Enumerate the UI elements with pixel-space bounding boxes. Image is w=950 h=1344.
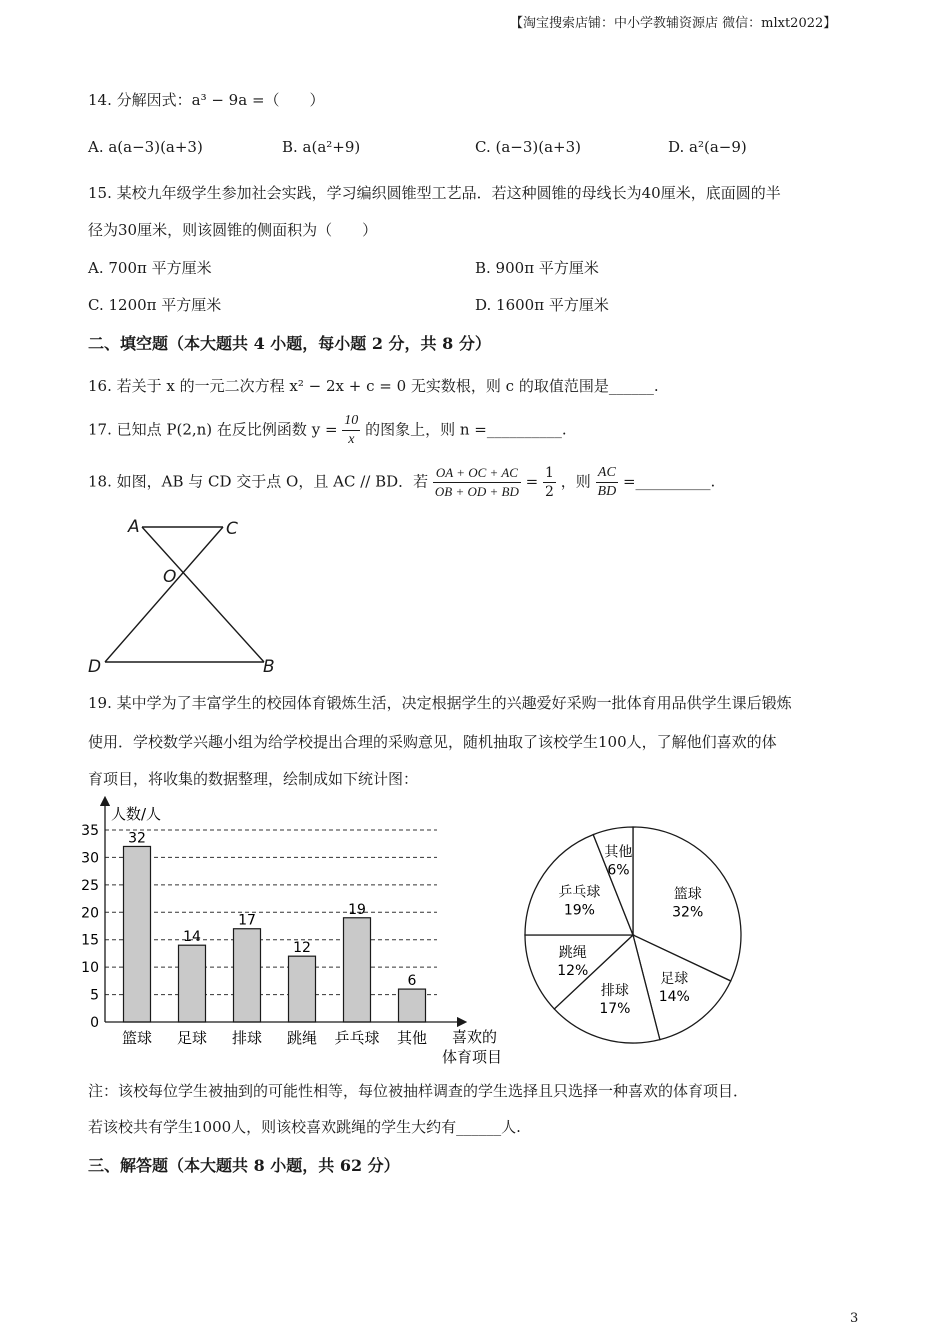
x-tick-label: 足球 [176, 1029, 208, 1047]
bar-value-label: 32 [128, 830, 146, 847]
y-tick-label: 5 [90, 987, 99, 1004]
page-number: 3 [850, 1311, 859, 1326]
q17-line [88, 412, 567, 449]
y-tick-label: 25 [81, 877, 99, 894]
q18-fraction-2 [543, 464, 556, 501]
pie-label: 足球 [660, 970, 689, 987]
q17-frac-den: x [348, 432, 355, 447]
q14-option-b: B. a(a²+9) [282, 138, 361, 156]
y-tick-label: 35 [81, 823, 99, 839]
q18-suffix: =__________. [622, 472, 716, 491]
x-tick-label: 乒乓球 [334, 1029, 380, 1047]
bar-0 [124, 846, 151, 1022]
q19-line3: 育项目，将收集的数据整理，绘制成如下统计图： [88, 770, 419, 788]
x-tick-label: 其他 [396, 1029, 428, 1047]
label-b: B [263, 657, 275, 677]
q19-question: 若该校共有学生1000人，则该校喜欢跳绳的学生大约有______人. [88, 1118, 521, 1136]
q18-frac3-num: AC [596, 464, 619, 483]
q18-prefix: 18. 如图，AB 与 CD 交于点 O，且 AC // BD．若 [88, 472, 429, 491]
q14-option-c: C. (a−3)(a+3) [475, 138, 581, 156]
bar-value-label: 12 [293, 940, 311, 957]
bar-value-label: 17 [238, 912, 256, 929]
pie-chart [520, 822, 750, 1052]
q15-option-d: D. 1600π 平方厘米 [475, 296, 609, 314]
pie-label: 跳绳 [558, 944, 587, 961]
q17-frac-num: 10 [342, 412, 360, 431]
pie-percent-label: 19% [563, 902, 595, 919]
q18-frac2-num: 1 [545, 465, 554, 481]
section3-title: 三、解答题（本大题共 8 小题，共 62 分） [88, 1156, 400, 1175]
q18-figure [80, 510, 300, 680]
q17-suffix: 的图象上，则 n =__________. [365, 420, 567, 439]
section2-title: 二、填空题（本大题共 4 小题，每小题 2 分，共 8 分） [88, 334, 491, 353]
bar-value-label: 6 [407, 973, 417, 990]
q18-frac1-num: OA + OC + AC [433, 464, 521, 483]
pie-label: 乒乓球 [558, 884, 601, 901]
q15-option-b: B. 900π 平方厘米 [475, 259, 599, 277]
bar-3 [289, 956, 316, 1022]
bar-1 [179, 945, 206, 1022]
q18-fraction-1 [433, 464, 521, 501]
q18-eq: = [525, 472, 539, 491]
q18-frac2-den: 2 [545, 484, 554, 500]
q17-fraction [342, 412, 360, 449]
y-axis-label: 人数/人 [111, 805, 162, 823]
y-tick-label: 20 [81, 905, 99, 922]
pie-percent-label: 32% [672, 904, 704, 921]
q18-frac1-den: OB + OD + BD [434, 484, 519, 499]
q15-option-a: A. 700π 平方厘米 [88, 259, 212, 277]
q18-mid: ，则 [560, 472, 591, 491]
y-tick-label: 15 [81, 932, 99, 949]
q19-note: 注：该校每位学生被抽到的可能性相等，每位被抽样调查的学生选择且只选择一种喜欢的体育项目． [88, 1082, 749, 1100]
label-o: O [163, 567, 177, 587]
q14-stem: 14. 分解因式：a³ − 9a =（ ） [88, 91, 325, 109]
y-tick-label: 10 [81, 960, 99, 977]
bar-gridlines [105, 830, 437, 995]
label-c: C [226, 519, 238, 539]
x-tick-label: 篮球 [121, 1029, 153, 1047]
pie-label: 排球 [600, 983, 629, 1000]
pie-percent-label: 17% [599, 1001, 631, 1018]
bar-4 [344, 918, 371, 1022]
x-tick-label: 排球 [231, 1029, 263, 1047]
y-tick-label: 30 [81, 850, 99, 867]
pie-percent-label: 12% [557, 962, 589, 979]
header-note: 【淘宝搜索店铺：中小学教辅资源店 微信：mlxt2022】 [510, 16, 837, 31]
bar-value-label: 19 [348, 901, 366, 918]
q18-frac3-den: BD [597, 484, 617, 499]
q18-fraction-3 [596, 464, 619, 501]
segment-cd [105, 527, 223, 662]
pie-percent-label: 14% [658, 988, 690, 1005]
bar-value-label: 14 [183, 929, 201, 946]
bar-chart [80, 795, 520, 1070]
q17-prefix: 17. 已知点 P(2,n) 在反比例函数 y = [88, 420, 338, 439]
pie-percent-label: 6% [607, 862, 630, 879]
x-axis-label-line1: 喜欢的 [452, 1028, 498, 1046]
q15-option-c: C. 1200π 平方厘米 [88, 296, 222, 314]
label-a: A [128, 517, 140, 537]
y-tick-label: 0 [90, 1015, 99, 1031]
bar-2 [234, 929, 261, 1022]
bar-5 [399, 989, 426, 1022]
q16-text: 16. 若关于 x 的一元二次方程 x² − 2x + c = 0 无实数根，则 c 的取值范围是______. [88, 377, 659, 395]
label-d: D [88, 657, 102, 677]
pie-label: 其他 [604, 844, 633, 861]
q15-line1: 15. 某校九年级学生参加社会实践，学习编织圆锥型工艺品．若这种圆锥的母线长为40厘米，底面圆的半 [88, 184, 781, 202]
q19-line1: 19. 某中学为了丰富学生的校园体育锻炼生活，决定根据学生的兴趣爱好采购一批体育用品供学生课后锻炼 [88, 694, 792, 712]
x-tick-label: 跳绳 [286, 1029, 318, 1047]
q15-line2: 径为30厘米，则该圆锥的侧面积为（ ） [88, 221, 378, 239]
q18-line [88, 464, 715, 501]
q19-line2: 使用．学校数学兴趣小组为给学校提出合理的采购意见，随机抽取了该校学生100人，了解他们喜欢的体 [88, 733, 777, 751]
segment-ab [142, 527, 264, 662]
q14-option-a: A. a(a−3)(a+3) [88, 138, 203, 156]
q14-option-d: D. a²(a−9) [668, 138, 747, 156]
pie-label: 篮球 [673, 886, 702, 903]
x-axis-label-line2: 体育项目 [442, 1048, 503, 1066]
